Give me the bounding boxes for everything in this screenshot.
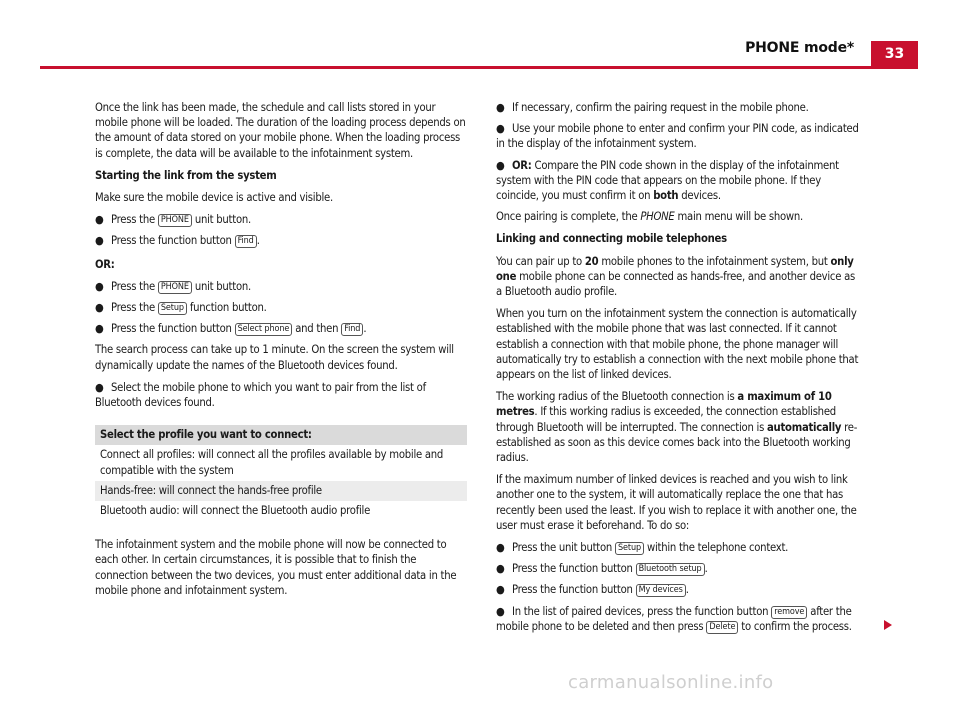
- bullet-icon: ●: [496, 583, 505, 597]
- bullet-icon: ●: [496, 101, 505, 114]
- intro-paragraph: Once the link has been made, the schedule and call lists stored in your mobile phone will be loaded. The duration of the loading process depends on the amount of data stored on your mobile phone. When the loading process is complete, the data will be available to the infotainment system.: [95, 101, 466, 160]
- list-item: [496, 604, 862, 634]
- linking-heading: Linking and connecting mobile telephones: [496, 232, 727, 246]
- list-item: [95, 321, 467, 336]
- list-item: [95, 212, 467, 227]
- bullet-text: and then: [292, 322, 342, 336]
- emphasis-text: only one: [496, 254, 854, 283]
- bullet-icon: ●: [95, 301, 104, 315]
- list-item: [95, 300, 467, 315]
- bullet-icon: ●: [496, 562, 505, 576]
- right-column: [496, 100, 862, 640]
- phone-key: PHONE: [158, 281, 192, 294]
- bullet-text: .: [685, 583, 689, 597]
- linking-paragraph: [496, 254, 862, 300]
- bullet-icon: ●: [95, 322, 104, 336]
- phone-key: PHONE: [158, 214, 192, 227]
- table-row: Bluetooth audio: will connect the Bluetooth audio profile: [95, 501, 467, 521]
- bullet-text: after the mobile phone to be deleted and then press: [496, 604, 852, 633]
- list-item: [496, 582, 862, 597]
- start-heading: Starting the link from the system: [95, 168, 277, 182]
- bullet-text: devices.: [678, 189, 721, 203]
- bullet-text: Press the: [111, 279, 158, 293]
- paragraph-text: re-established as soon as this device comes back into the Bluetooth working radius.: [496, 420, 858, 465]
- bullet-text: unit button.: [191, 279, 251, 293]
- bullet-text: function button.: [186, 301, 267, 315]
- bullet-text: to confirm the process.: [738, 619, 852, 633]
- list-item: [496, 121, 862, 151]
- find-key: Find: [341, 323, 363, 336]
- list-item: [95, 279, 467, 294]
- bullet-icon: ●: [496, 604, 505, 618]
- paragraph-text: mobile phone can be connected as hands-free, and another device as a Bluetooth audio profile.: [496, 269, 855, 299]
- auto-connect-paragraph: When you turn on the infotainment system the connection is automatically established with the mobile phone that was last connected. If it cannot establish a connection with that mobile phone, the phone manager will automatically try to establish a connection with the next mobile phone that appears on the list of linked devices.: [496, 307, 859, 382]
- continue-arrow-icon: [884, 620, 892, 630]
- paragraph-text: main menu will be shown.: [674, 210, 803, 224]
- bullet-text: In the list of paired devices, press the function button: [512, 604, 772, 618]
- bullet-text: Compare the PIN code shown in the display of the infotainment system with the PIN code that appears on the mobile phone. If they coincide, you must confirm it on: [496, 158, 839, 203]
- bullet-text: Select the mobile phone to which you want to pair from the list of Bluetooth devices found.: [95, 380, 426, 410]
- paragraph-text: You can pair up to: [496, 254, 585, 268]
- bullet-icon: ●: [496, 122, 505, 136]
- pairing-complete-paragraph: [496, 209, 862, 224]
- bullet-text: Press the function button: [111, 322, 235, 336]
- header-rule: [40, 66, 918, 69]
- bluetooth-setup-key: Bluetooth setup: [636, 563, 705, 576]
- table-row: Hands-free: will connect the hands-free profile: [95, 481, 467, 501]
- list-item: [95, 233, 467, 248]
- radius-paragraph: [496, 389, 862, 465]
- left-column: [95, 100, 467, 605]
- bullet-icon: ●: [95, 279, 104, 293]
- setup-key: Setup: [158, 302, 187, 315]
- paragraph-text: . If this working radius is exceeded, the connection established through Bluetooth will be interrupted. The connection is: [496, 405, 836, 434]
- bullet-text: within the telephone context.: [644, 541, 789, 555]
- list-item: [496, 561, 862, 576]
- emphasis-text: PHONE: [640, 210, 675, 224]
- emphasis-text: a maximum of 10 metres: [496, 390, 832, 419]
- paragraph-text: The working radius of the Bluetooth connection is: [496, 390, 738, 404]
- select-phone-key: Select phone: [235, 323, 293, 336]
- search-paragraph: The search process can take up to 1 minute. On the screen the system will dynamically update the names of the Bluetooth devices found.: [95, 343, 454, 372]
- paragraph-text: Once pairing is complete, the: [496, 210, 641, 224]
- list-item: [95, 380, 467, 410]
- bullet-text: Press the unit button: [512, 541, 615, 555]
- bullet-text: Press the function button: [512, 583, 636, 597]
- list-item: [496, 540, 862, 555]
- setup-key: Setup: [615, 542, 644, 555]
- bullet-text: Press the: [111, 301, 158, 315]
- bullet-text: .: [256, 234, 260, 248]
- my-devices-key: My devices: [636, 584, 686, 597]
- table-row: Connect all profiles: will connect all the profiles available by mobile and compatible with the system: [95, 445, 467, 480]
- bullet-icon: ●: [95, 213, 104, 227]
- find-key: Find: [235, 235, 257, 248]
- bullet-text: .: [704, 562, 708, 576]
- emphasis-text: automatically: [767, 420, 842, 434]
- bullet-text: Use your mobile phone to enter and confirm your PIN code, as indicated in the display of the infotainment system.: [496, 122, 859, 151]
- bullet-icon: ●: [496, 158, 505, 172]
- watermark: carmanualsonline.info: [568, 672, 774, 693]
- start-text: Make sure the mobile device is active and visible.: [95, 191, 333, 205]
- bullet-text: Press the function button: [111, 234, 235, 248]
- remove-key: remove: [771, 606, 807, 619]
- bullet-text: Press the: [111, 213, 158, 227]
- emphasis-text: both: [653, 189, 679, 203]
- paragraph-text: mobile phones to the infotainment system, but: [598, 254, 831, 268]
- or-label: OR:: [512, 158, 532, 172]
- bullet-text: unit button.: [191, 213, 251, 227]
- emphasis-text: 20: [584, 254, 599, 268]
- list-item: [496, 100, 862, 115]
- bullet-text: .: [363, 322, 367, 336]
- bullet-text: Press the function button: [512, 562, 636, 576]
- max-devices-paragraph: If the maximum number of linked devices is reached and you wish to link another one to the system, it will automatically replace the one that has recently been used the least. If you wish to replace it with another one, the user must erase it beforehand. To do so:: [496, 473, 857, 532]
- bullet-text: If necessary, confirm the pairing request in the mobile phone.: [512, 101, 809, 114]
- outro-paragraph: The infotainment system and the mobile phone will now be connected to each other. In certain circumstances, it is possible that to finish the connection between the two devices, you must enter additional data in the mobile phone and infotainment system.: [95, 538, 457, 597]
- bullet-icon: ●: [496, 541, 505, 555]
- bullet-icon: ●: [95, 234, 104, 248]
- page-number: 33: [871, 41, 918, 67]
- profile-table: [95, 425, 467, 521]
- or-label: OR:: [95, 257, 115, 271]
- profile-table-heading: Select the profile you want to connect:: [95, 425, 467, 445]
- delete-key: Delete: [706, 621, 738, 634]
- list-item: [496, 158, 862, 204]
- running-header-title: PHONE mode*: [745, 40, 854, 56]
- bullet-icon: ●: [95, 380, 104, 394]
